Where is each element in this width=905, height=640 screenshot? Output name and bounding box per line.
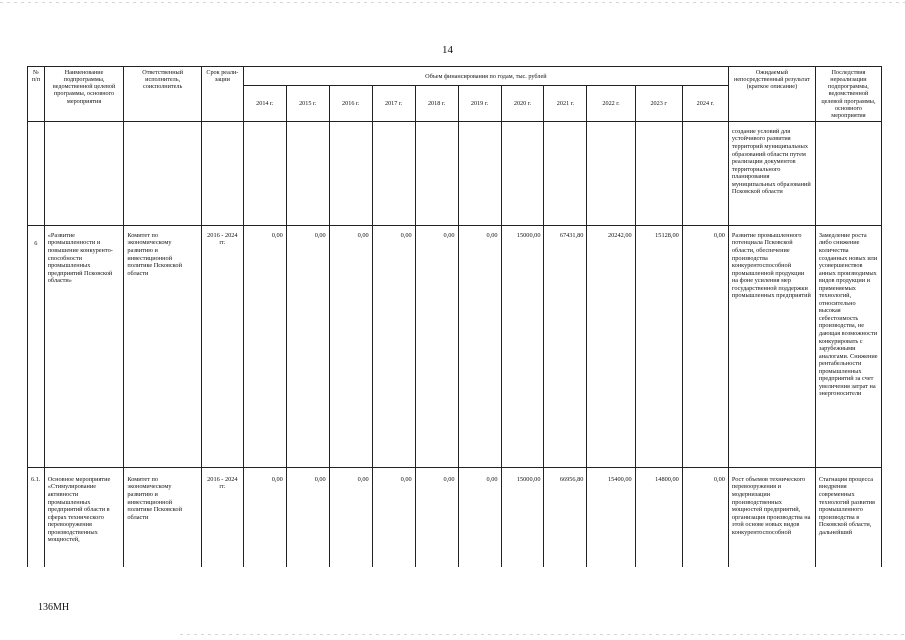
cell-value-2020 <box>501 121 544 225</box>
header-year-2017: 2017 г. <box>372 86 415 122</box>
header-funding: Объем финансирования по годам, тыс. рублей <box>243 67 728 86</box>
cell-no: 6 <box>28 225 45 467</box>
header-no: № п/п <box>28 67 45 122</box>
header-consequences: Последствия нереализации подпрограммы, ведомственной целевой программы, основного мероприятия <box>815 67 881 122</box>
cell-consequences: Стагнация процесса внедрения современных технологий развития промышленного производства в Псковской области, дальнейший <box>815 467 881 567</box>
cell-value-2023 <box>635 121 682 225</box>
scan-artifact-top <box>0 2 905 3</box>
cell-no <box>28 121 45 225</box>
cell-value-2018 <box>415 121 458 225</box>
cell-value-2023: 14800,00 <box>635 467 682 567</box>
cell-result: Развитие промышленного потенциала Псковской области, обеспечение производства конкурентоспособной промышленной продукции на фоне усиления мер государственной поддержки промышленных предприятий <box>728 225 815 467</box>
cell-value-2019: 0,00 <box>458 467 501 567</box>
cell-value-2016 <box>329 121 372 225</box>
header-term: Срок реали-зации <box>201 67 243 122</box>
header-year-2016: 2016 г. <box>329 86 372 122</box>
cell-value-2024 <box>682 121 728 225</box>
cell-value-2021 <box>544 121 587 225</box>
cell-executor: Комитет по экономическому развитию и инвестиционной политике Псковской области <box>124 225 202 467</box>
cell-value-2017: 0,00 <box>372 225 415 467</box>
cell-name <box>44 121 124 225</box>
page-number: 14 <box>442 44 453 56</box>
cell-value-2022 <box>587 121 635 225</box>
cell-term: 2016 - 2024 гг. <box>201 467 243 567</box>
cell-value-2015: 0,00 <box>286 467 329 567</box>
cell-result: Рост объемов технического перевооружения и модернизации производственных мощностей предприятий, организация производства на этой основе новых видов конкурентоспособной <box>728 467 815 567</box>
header-year-2024: 2024 г. <box>682 86 728 122</box>
cell-value-2016: 0,00 <box>329 467 372 567</box>
header-name: Наименование подпрограммы, ведомственной целевой программы, основного мероприятия <box>44 67 124 122</box>
header-year-2021: 2021 г. <box>544 86 587 122</box>
header-year-2018: 2018 г. <box>415 86 458 122</box>
header-year-2022: 2022 г. <box>587 86 635 122</box>
cell-value-2019: 0,00 <box>458 225 501 467</box>
footer-code: 136МН <box>38 602 70 613</box>
cell-result: создание условий для устойчивого развития территорий муниципальных образований области путем реализации документов территориального планирования муниципальных образований Псковской области <box>728 121 815 225</box>
cell-value-2022: 20242,00 <box>587 225 635 467</box>
cell-value-2024: 0,00 <box>682 225 728 467</box>
header-row-1 <box>28 67 882 86</box>
cell-value-2021: 67431,80 <box>544 225 587 467</box>
cell-value-2017: 0,00 <box>372 467 415 567</box>
cell-value-2022: 15400,00 <box>587 467 635 567</box>
cell-value-2014: 0,00 <box>243 467 286 567</box>
cell-value-2014: 0,00 <box>243 225 286 467</box>
cell-value-2020: 15000,00 <box>501 467 544 567</box>
funding-table <box>27 66 882 567</box>
header-year-2015: 2015 г. <box>286 86 329 122</box>
cell-term <box>201 121 243 225</box>
header-year-2023: 2023 г <box>635 86 682 122</box>
cell-value-2019 <box>458 121 501 225</box>
header-year-2020: 2020 г. <box>501 86 544 122</box>
cell-value-2020: 15000,00 <box>501 225 544 467</box>
cell-value-2023: 15128,00 <box>635 225 682 467</box>
cell-consequences <box>815 121 881 225</box>
cell-executor <box>124 121 202 225</box>
header-executor: Ответственный исполнитель, соисполнитель <box>124 67 202 122</box>
cell-name: «Развитие промышленности и повышение конкуренто-способности промышленных предприятий Псковской области» <box>44 225 124 467</box>
cell-consequences: Замедление роста либо снижение количества созданных новых или усовершенствов анных производимых видов продукции и применяемых технологий, относительно высокая себестоимость производства, не дающая возможности конкурировать с зарубежными аналогами. Снижение рентабельности промышленных предприятий за счет увеличения затрат на энергоносители <box>815 225 881 467</box>
cell-value-2015 <box>286 121 329 225</box>
cell-term: 2016 - 2024 гг. <box>201 225 243 467</box>
table-row <box>28 121 882 225</box>
cell-value-2021: 66956,80 <box>544 467 587 567</box>
cell-value-2017 <box>372 121 415 225</box>
cell-executor: Комитет по экономическому развитию и инвестиционной политике Псковской области <box>124 467 202 567</box>
header-year-2014: 2014 г. <box>243 86 286 122</box>
cell-value-2016: 0,00 <box>329 225 372 467</box>
header-year-2019: 2019 г. <box>458 86 501 122</box>
table-row <box>28 467 882 567</box>
cell-value-2018: 0,00 <box>415 467 458 567</box>
cell-value-2018: 0,00 <box>415 225 458 467</box>
cell-value-2015: 0,00 <box>286 225 329 467</box>
cell-name: Основное мероприятие «Стимулирование активности промышленных предприятий области в сферах технического перевооружения производственных мощностей, <box>44 467 124 567</box>
scan-artifact-bottom <box>180 634 905 635</box>
cell-value-2014 <box>243 121 286 225</box>
table-row <box>28 225 882 467</box>
cell-no: 6.1. <box>28 467 45 567</box>
cell-value-2024: 0,00 <box>682 467 728 567</box>
header-result: Ожидаемый непосредственный результат (краткое описание) <box>728 67 815 122</box>
